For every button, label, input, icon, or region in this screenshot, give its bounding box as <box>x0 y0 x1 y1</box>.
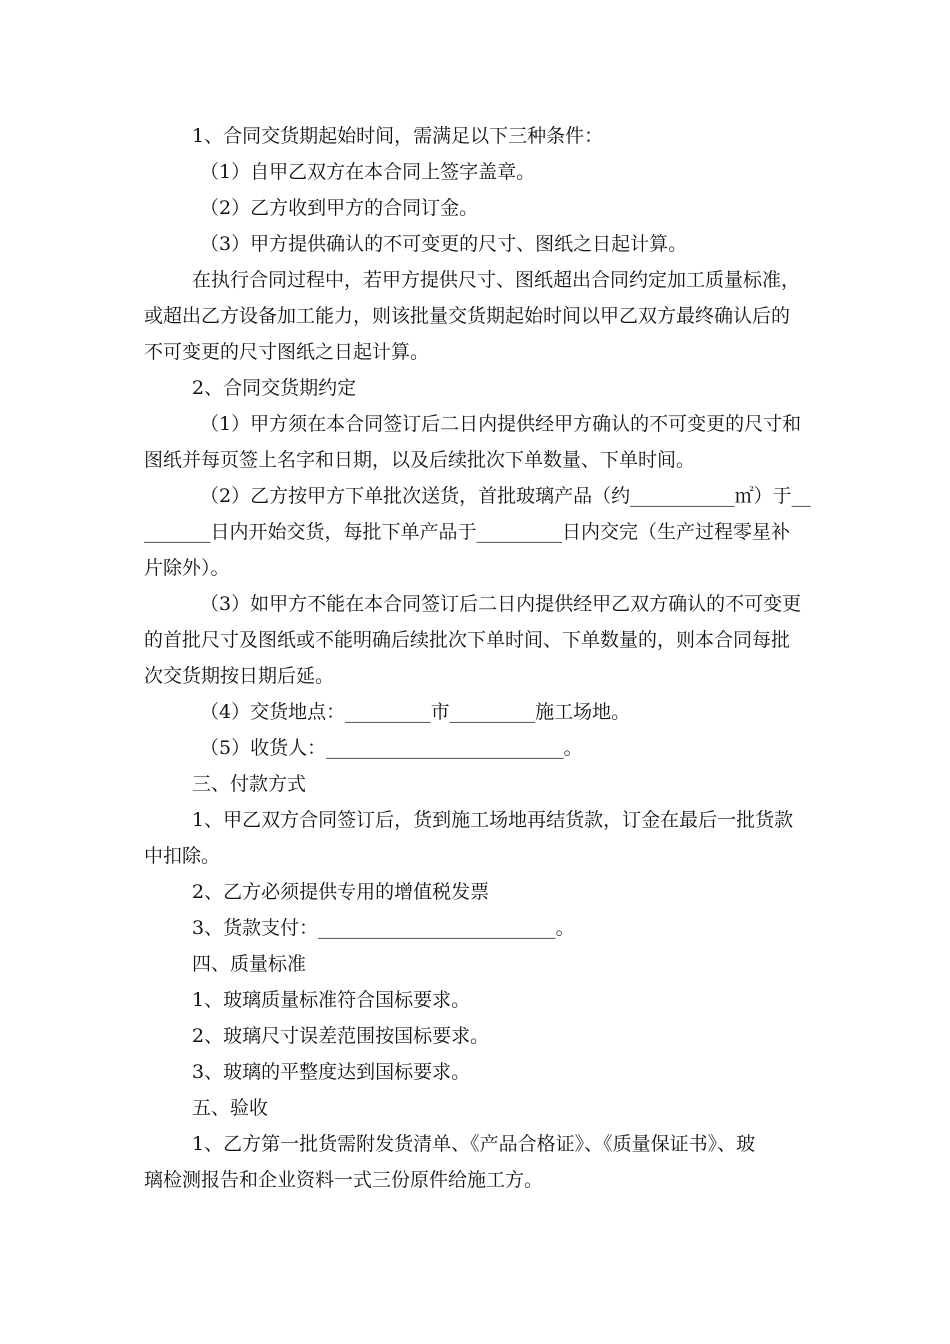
document-line: 不可变更的尺寸图纸之日起计算。 <box>144 341 430 363</box>
document-body <box>144 118 811 1198</box>
document-line: （2）乙方按甲方下单批次送货，首批玻璃产品（约___________㎡）于__ <box>200 485 811 507</box>
document-line: （5）收货人：_________________________。 <box>200 737 583 759</box>
document-line: （1）自甲乙双方在本合同上签字盖章。 <box>200 161 536 183</box>
document-line: 图纸并每页签上名字和日期，以及后续批次下单数量、下单时间。 <box>144 449 696 471</box>
document-line: 三、付款方式 <box>192 773 307 795</box>
document-line: 3、玻璃的平整度达到国标要求。 <box>192 1061 471 1083</box>
document-line: （4）交货地点：_________市_________施工场地。 <box>200 701 631 723</box>
document-line: 1、乙方第一批货需附发货清单、《产品合格证》、《质量保证书》、玻 <box>192 1133 756 1155</box>
document-line: 的首批尺寸及图纸或不能明确后续批次下单时间、下单数量的，则本合同每批 <box>144 629 791 651</box>
document-line: 次交货期按日期后延。 <box>144 665 335 687</box>
document-line: 1、甲乙双方合同签订后，货到施工场地再结货款，订金在最后一批货款 <box>192 809 794 831</box>
document-line: 五、验收 <box>192 1097 269 1119</box>
document-line: 在执行合同过程中，若甲方提供尺寸、图纸超出合同约定加工质量标准， <box>192 269 801 291</box>
document-line: 璃检测报告和企业资料一式三份原件给施工方。 <box>144 1169 544 1191</box>
document-line: （2）乙方收到甲方的合同订金。 <box>200 197 479 219</box>
document-line: _______日内开始交货，每批下单产品于_________日内交完（生产过程零星补 <box>144 521 791 543</box>
document-line: 1、合同交货期起始时间，需满足以下三种条件： <box>192 125 604 147</box>
document-line: 片除外）。 <box>144 557 230 579</box>
document-line: （3）甲方提供确认的不可变更的尺寸、图纸之日起计算。 <box>200 233 688 255</box>
document-line: 3、货款支付：_________________________。 <box>192 917 575 939</box>
document-line: 2、玻璃尺寸误差范围按国标要求。 <box>192 1025 490 1047</box>
document-line: 1、玻璃质量标准符合国标要求。 <box>192 989 471 1011</box>
document-line: （1）甲方须在本合同签订后二日内提供经甲方确认的不可变更的尺寸和 <box>200 413 802 435</box>
document-line: 四、质量标准 <box>192 953 307 975</box>
document-line: （3）如甲方不能在本合同签订后二日内提供经甲乙双方确认的不可变更 <box>200 593 802 615</box>
document-line: 2、乙方必须提供专用的增值税发票 <box>192 881 490 903</box>
document-line: 或超出乙方设备加工能力，则该批量交货期起始时间以甲乙双方最终确认后的 <box>144 305 791 327</box>
document-line: 2、合同交货期约定 <box>192 377 357 399</box>
document-line: 中扣除。 <box>144 845 221 867</box>
